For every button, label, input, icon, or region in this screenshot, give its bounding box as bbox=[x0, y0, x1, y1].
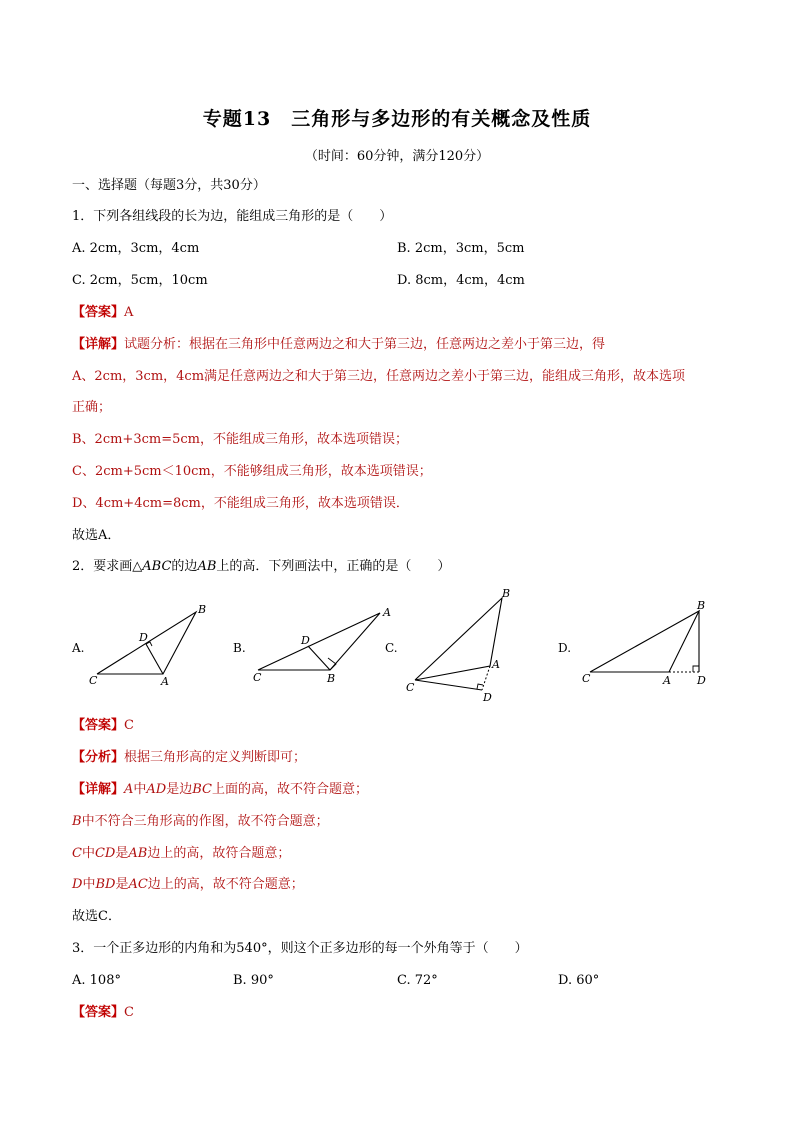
detail-text: 中不符合三角形高的作图，故不符合题意； bbox=[81, 814, 329, 829]
figure-d bbox=[558, 599, 706, 687]
vertex-label: D bbox=[483, 691, 492, 704]
q2-triangle: △ABC bbox=[132, 559, 172, 574]
detail-var: A bbox=[124, 782, 134, 797]
vertex-label: A bbox=[383, 606, 391, 619]
detail-var: AB bbox=[128, 846, 148, 861]
q2-stem-text: 2．要求画 bbox=[72, 559, 133, 574]
q1-detail-line: A、2cm，3cm，4cm满足任意两边之和大于第三边，任意两边之差小于第三边，能组成三角形，故本选项 bbox=[72, 369, 686, 384]
q2-side: AB bbox=[197, 559, 217, 574]
altitude-b bbox=[308, 646, 330, 670]
detail-var: C bbox=[72, 846, 82, 861]
q2-detail-line bbox=[72, 781, 368, 799]
vertex-label: D bbox=[139, 631, 148, 644]
figure-b-label: B. bbox=[233, 641, 246, 655]
detail-tag: 【详解】 bbox=[72, 782, 125, 797]
vertex-label: A bbox=[161, 675, 169, 688]
q3-stem: 3．一个正多边形的内角和为540°，则这个正多边形的每一个外角等于（ ） bbox=[72, 941, 528, 956]
detail-text: 中 bbox=[81, 846, 95, 861]
figure-d-label: D. bbox=[558, 641, 572, 655]
detail-var: AD bbox=[146, 782, 167, 797]
answer-value: C bbox=[124, 1005, 134, 1020]
detail-var: BD bbox=[95, 877, 116, 892]
figure-a bbox=[71, 603, 206, 688]
answer-value: A bbox=[124, 305, 134, 320]
vertex-label: B bbox=[502, 587, 511, 600]
answer-tag: 【答案】 bbox=[72, 718, 125, 733]
q1-detail bbox=[72, 336, 605, 354]
altitude-c bbox=[415, 680, 482, 690]
q1-detail-line: 正确； bbox=[72, 400, 112, 415]
answer-value: C bbox=[124, 718, 134, 733]
q1-detail-line: B、2cm+3cm=5cm，不能组成三角形，故本选项错误； bbox=[72, 432, 408, 447]
q2-analysis bbox=[72, 749, 306, 767]
q1-option-b: B. 2cm，3cm，5cm bbox=[397, 241, 525, 256]
vertex-label: B bbox=[327, 672, 336, 685]
q2-answer bbox=[72, 717, 134, 735]
detail-text: 中 bbox=[82, 877, 96, 892]
q1-detail-line: D、4cm+4cm=8cm，不能组成三角形，故本选项错误． bbox=[72, 496, 409, 511]
vertex-label: B bbox=[198, 603, 207, 616]
answer-tag: 【答案】 bbox=[72, 305, 125, 320]
figure-a-label: A. bbox=[72, 641, 85, 655]
vertex-label: C bbox=[253, 671, 262, 684]
detail-var: AC bbox=[128, 877, 148, 892]
q2-stem-text: 的边 bbox=[171, 559, 198, 574]
detail-text: 上面的高，故不符合题意； bbox=[212, 782, 369, 797]
altitude-a bbox=[146, 644, 163, 674]
detail-text: 是 bbox=[115, 846, 129, 861]
section-heading: 一、选择题（每题3分，共30分） bbox=[72, 178, 266, 193]
extension-c bbox=[482, 666, 490, 690]
vertex-label: C bbox=[89, 674, 98, 687]
q3-option-a: A. 108° bbox=[72, 973, 121, 988]
vertex-label: B bbox=[697, 599, 706, 612]
triangle-d bbox=[590, 611, 699, 672]
detail-var: CD bbox=[94, 846, 116, 861]
q3-option-b: B. 90° bbox=[233, 973, 274, 988]
q2-detail-line bbox=[72, 876, 304, 894]
analysis-text: 根据三角形高的定义判断即可； bbox=[124, 750, 307, 765]
q1-option-c: C. 2cm，5cm，10cm bbox=[72, 273, 208, 288]
q1-option-d: D. 8cm，4cm，4cm bbox=[397, 273, 525, 288]
page-title: 专题13 三角形与多边形的有关概念及性质 bbox=[202, 108, 592, 130]
right-angle-d bbox=[693, 666, 699, 672]
q1-answer bbox=[72, 304, 133, 322]
figure-b bbox=[233, 606, 391, 685]
exam-info: （时间：60分钟，满分120分） bbox=[304, 149, 490, 164]
figure-c-label: C. bbox=[385, 641, 398, 655]
detail-text: 试题分析：根据在三角形中任意两边之和大于第三边，任意两边之差小于第三边，得 bbox=[124, 337, 606, 352]
detail-var: BC bbox=[192, 782, 212, 797]
q1-stem: 1．下列各组线段的长为边，能组成三角形的是（ ） bbox=[72, 209, 393, 224]
q3-answer bbox=[72, 1004, 134, 1022]
vertex-label: D bbox=[697, 674, 706, 687]
vertex-label: C bbox=[406, 681, 415, 694]
figure-c bbox=[385, 587, 510, 704]
right-angle-c bbox=[477, 684, 483, 689]
q3-option-c: C. 72° bbox=[397, 973, 438, 988]
detail-text: 边上的高，故不符合题意； bbox=[147, 877, 304, 892]
detail-var: D bbox=[72, 877, 83, 892]
q3-option-d: D. 60° bbox=[558, 973, 600, 988]
detail-text: 中 bbox=[133, 782, 147, 797]
detail-tag: 【详解】 bbox=[72, 337, 125, 352]
answer-tag: 【答案】 bbox=[72, 1005, 125, 1020]
detail-text: 是 bbox=[115, 877, 129, 892]
analysis-tag: 【分析】 bbox=[72, 750, 125, 765]
q2-stem bbox=[72, 558, 450, 576]
q2-detail-line bbox=[72, 845, 290, 863]
q1-detail-line: C、2cm+5cm＜10cm，不能够组成三角形，故本选项错误； bbox=[72, 464, 432, 479]
triangle-b bbox=[258, 613, 380, 670]
q2-stem-text: 上的高．下列画法中，正确的是（ ） bbox=[216, 559, 451, 574]
q1-option-a: A. 2cm，3cm，4cm bbox=[72, 241, 200, 256]
detail-text: 是边 bbox=[166, 782, 193, 797]
vertex-label: C bbox=[582, 672, 591, 685]
detail-text: 边上的高，故符合题意； bbox=[147, 846, 291, 861]
detail-var: B bbox=[72, 814, 82, 829]
vertex-label: D bbox=[301, 634, 310, 647]
vertex-label: A bbox=[663, 674, 671, 687]
vertex-label: A bbox=[492, 658, 500, 671]
q2-figures bbox=[60, 586, 740, 711]
q2-detail-line bbox=[72, 813, 329, 831]
q1-conclusion: 故选A． bbox=[72, 528, 121, 543]
q2-conclusion: 故选C． bbox=[72, 909, 121, 924]
